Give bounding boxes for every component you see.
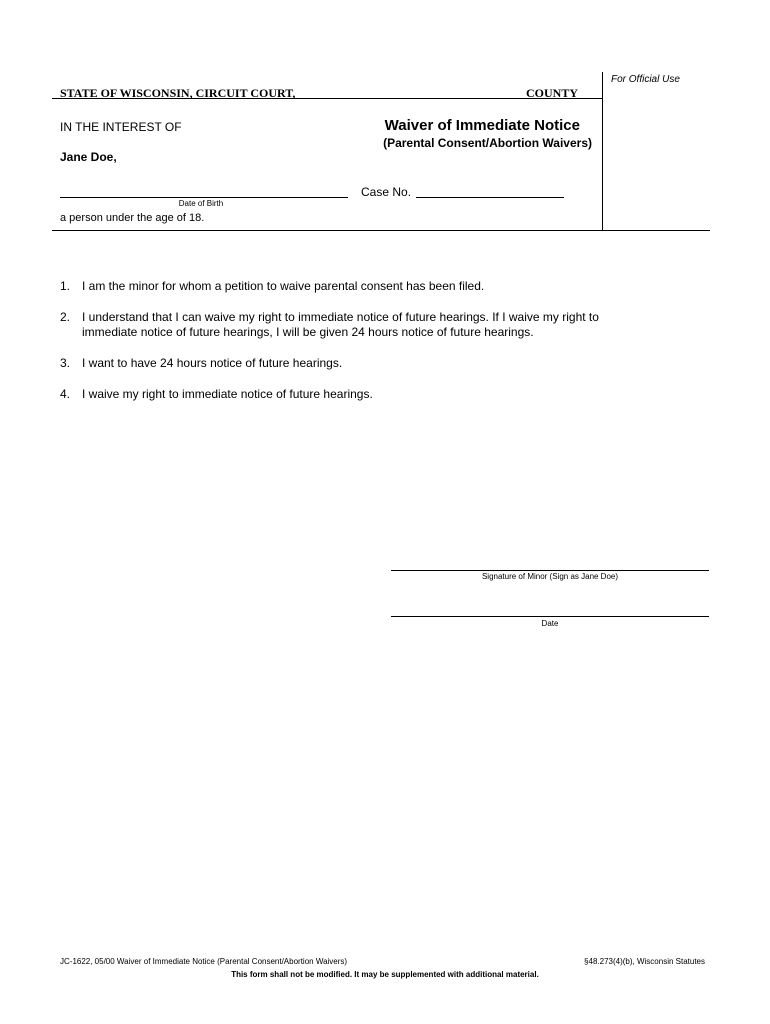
statute-reference: §48.273(4)(b), Wisconsin Statutes — [584, 957, 705, 966]
interest-of-label: IN THE INTEREST OF — [60, 120, 182, 134]
court-name: STATE OF WISCONSIN, CIRCUIT COURT, — [60, 86, 296, 100]
age-statement: a person under the age of 18. — [60, 212, 205, 224]
date-caption: Date — [541, 619, 559, 628]
statement-number: 4. — [60, 387, 71, 401]
county-label: COUNTY — [526, 86, 579, 100]
form-title: Waiver of Immediate Notice — [384, 117, 580, 134]
official-use-divider — [602, 72, 603, 230]
official-use-label: For Official Use — [611, 74, 680, 85]
statement-text: I waive my right to immediate notice of future hearings. — [82, 387, 373, 401]
header-bottom-rule — [52, 230, 710, 231]
statement-text: I am the minor for whom a petition to waive parental consent has been filed. — [82, 279, 485, 293]
statement-number: 3. — [60, 356, 71, 370]
form-subtitle: (Parental Consent/Abortion Waivers) — [383, 136, 592, 150]
minor-name: Jane Doe, — [60, 150, 117, 164]
date-field[interactable] — [391, 616, 709, 617]
form-identifier: JC-1622, 05/00 Waiver of Immediate Notice (Parental Consent/Abortion Waivers) — [60, 957, 348, 966]
modification-notice: This form shall not be modified. It may be supplemented with additional material. — [231, 970, 539, 979]
case-number-field[interactable] — [416, 197, 564, 198]
statement-text: I understand that I can waive my right to immediate notice of future hearings. If I waive my right to immediate notice of future hearings, I will be given 24 hours notice of future hearings. — [82, 310, 599, 339]
signature-caption: Signature of Minor (Sign as Jane Doe) — [481, 572, 619, 581]
date-of-birth-caption: Date of Birth — [178, 199, 224, 208]
court-line — [52, 98, 602, 99]
statement-number: 2. — [60, 310, 71, 324]
date-of-birth-field[interactable] — [60, 197, 348, 198]
signature-field[interactable] — [391, 570, 709, 571]
statement-number: 1. — [60, 279, 71, 293]
case-number-label: Case No. — [361, 185, 412, 199]
statement-text: I want to have 24 hours notice of future hearings. — [82, 356, 343, 370]
